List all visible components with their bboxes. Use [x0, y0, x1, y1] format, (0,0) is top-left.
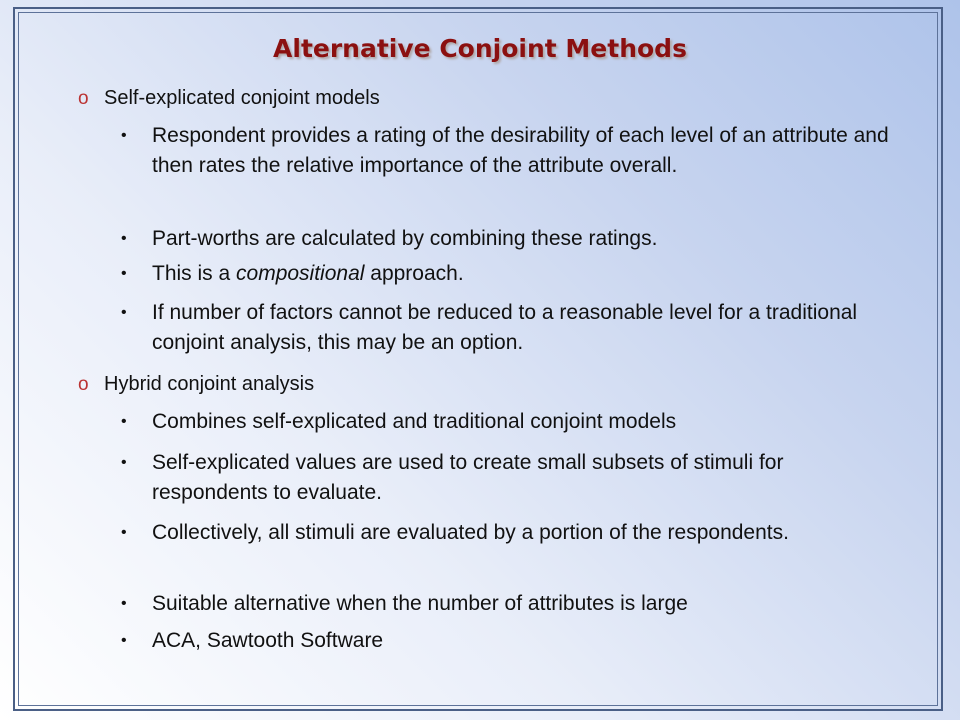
- bullet-text: Suitable alternative when the number of attributes is large: [152, 592, 688, 615]
- slide-title: Alternative Conjoint Methods: [273, 34, 687, 63]
- section-marker: o: [78, 88, 89, 109]
- bullet-text: Respondent provides a rating of the desirability of each level of an attribute and then rates the relative importance of the attribute overall.: [152, 124, 889, 177]
- bullet-icon: •: [121, 127, 127, 144]
- bullet-item: [121, 224, 901, 254]
- bullet-text-before: This is a: [152, 262, 237, 285]
- bullet-text: Self-explicated values are used to create small subsets of stimuli for respondents to evaluate.: [152, 451, 784, 504]
- bullet-item: [121, 626, 901, 656]
- bullet-item: [121, 518, 901, 548]
- bullet-icon: •: [121, 265, 127, 282]
- bullet-text: ACA, Sawtooth Software: [152, 629, 384, 652]
- bullet-text: Part-worths are calculated by combining these ratings.: [152, 227, 658, 250]
- section-heading-self-explicated: [78, 84, 380, 113]
- bullet-text: Combines self-explicated and traditional conjoint models: [152, 410, 677, 433]
- bullet-icon: •: [121, 413, 127, 430]
- bullet-text-emphasis: compositional: [236, 262, 365, 285]
- bullet-icon: •: [121, 454, 127, 471]
- section-marker: o: [78, 374, 89, 395]
- bullet-icon: •: [121, 595, 127, 612]
- section-heading-label: Self-explicated conjoint models: [104, 87, 380, 109]
- bullet-icon: •: [121, 524, 127, 541]
- bullet-text: If number of factors cannot be reduced to a reasonable level for a traditional conjoint analysis, this may be an option.: [152, 301, 858, 354]
- bullet-icon: •: [121, 230, 127, 247]
- section-heading-hybrid: [78, 370, 314, 399]
- bullet-item: [121, 448, 901, 508]
- section-heading-label: Hybrid conjoint analysis: [104, 373, 315, 395]
- bullet-text-after: approach.: [364, 262, 464, 285]
- bullet-icon: •: [121, 304, 127, 321]
- bullet-item: [121, 259, 901, 289]
- bullet-icon: •: [121, 632, 127, 649]
- bullet-item: [121, 407, 901, 437]
- bullet-item: [121, 298, 901, 358]
- bullet-item: [121, 121, 901, 181]
- bullet-text: [152, 259, 901, 289]
- bullet-item: [121, 589, 901, 619]
- bullet-text: Collectively, all stimuli are evaluated by a portion of the respondents.: [152, 521, 789, 544]
